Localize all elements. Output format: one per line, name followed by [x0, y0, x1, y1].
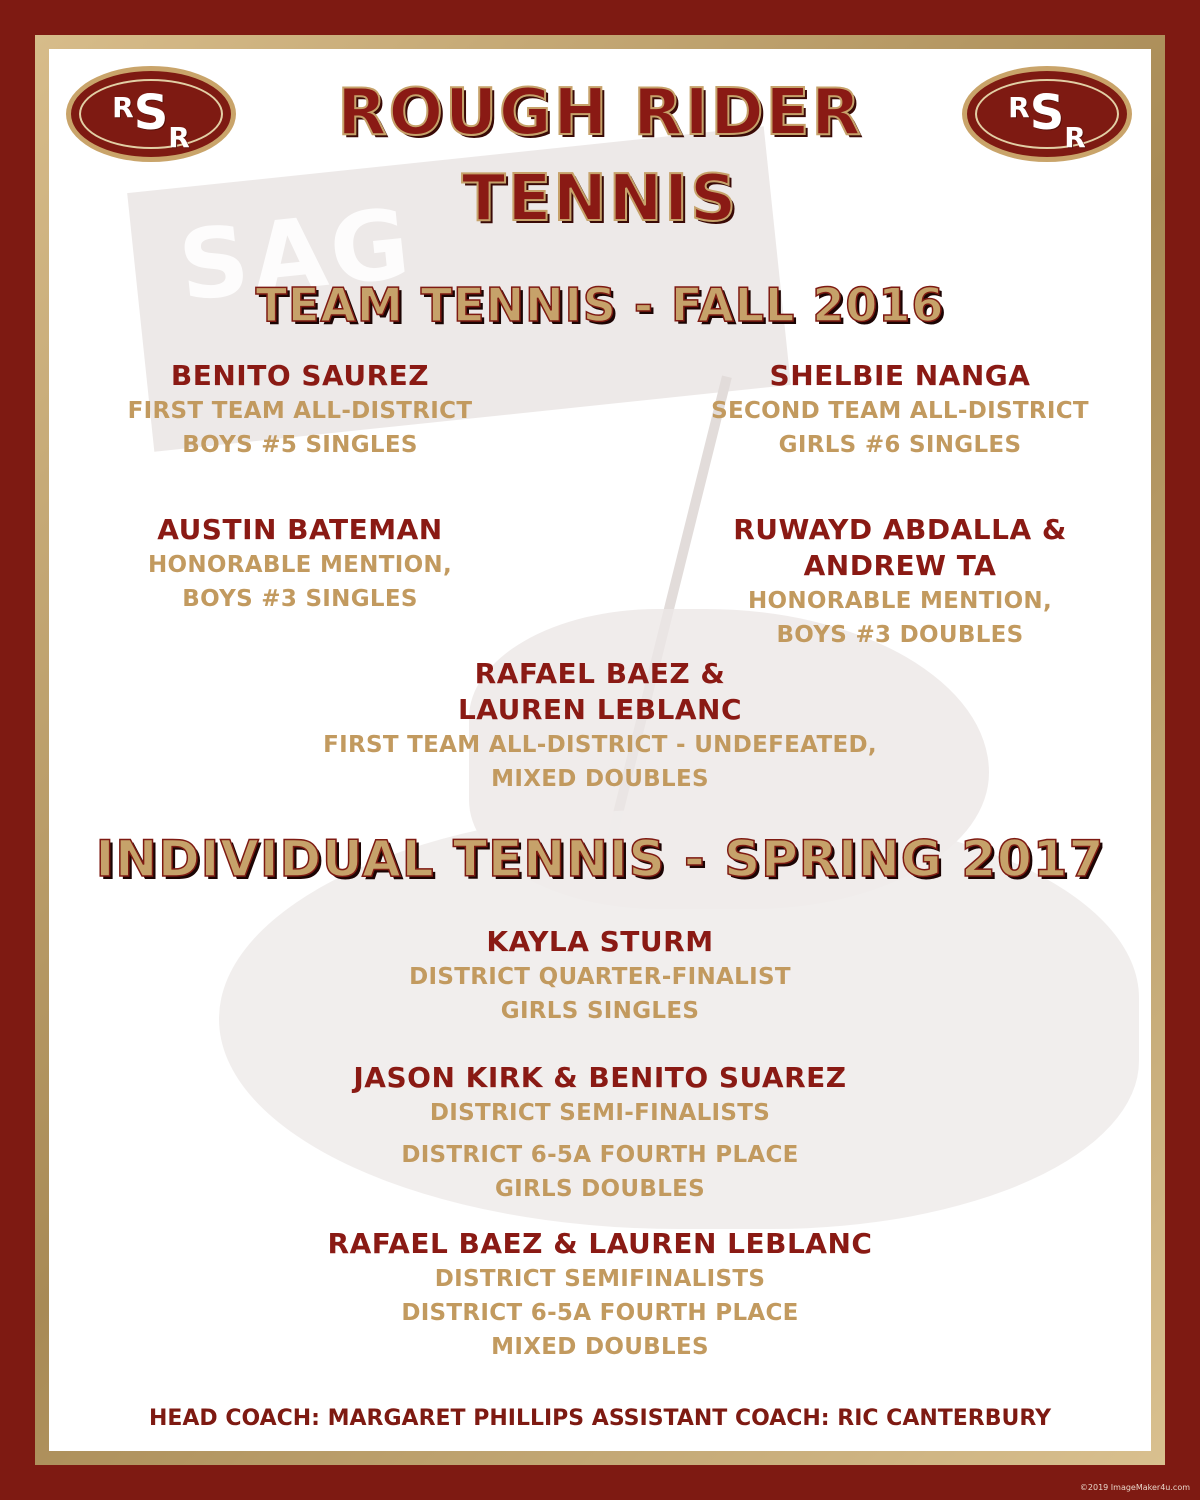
player-name: SHELBIE NANGA: [769, 359, 1031, 392]
coaches-footer: HEAD COACH: MARGARET PHILLIPS ASSISTANT COACH: RIC CANTERBURY: [148, 1406, 1052, 1431]
award-line: SECOND TEAM ALL-DISTRICT: [711, 398, 1089, 424]
player-name: RUWAYD ABDALLA &: [733, 513, 1067, 546]
award-line: FIRST TEAM ALL-DISTRICT - UNDEFEATED,: [323, 732, 877, 758]
player-name: JASON KIRK & BENITO SUAREZ: [353, 1061, 847, 1094]
team-entry-2: [640, 358, 1160, 462]
page-title-line-2: TENNIS: [461, 162, 739, 236]
player-name: KAYLA STURM: [486, 925, 714, 958]
award-line: BOYS #3 DOUBLES: [776, 622, 1024, 648]
award-line: GIRLS #6 SINGLES: [778, 432, 1022, 458]
award-line: DISTRICT 6-5A FOURTH PLACE: [401, 1142, 799, 1168]
team-tennis-heading: TEAM TENNIS - FALL 2016: [255, 278, 945, 332]
award-line: MIXED DOUBLES: [491, 766, 709, 792]
individual-entry-1: [200, 924, 1000, 1028]
player-name: AUSTIN BATEMAN: [157, 513, 443, 546]
team-entry-5: [200, 656, 1000, 796]
award-line: HONORABLE MENTION,: [147, 552, 453, 578]
background-flag-text: SAG: [173, 187, 419, 323]
player-name: BENITO SAUREZ: [170, 359, 430, 392]
award-line: GIRLS SINGLES: [500, 998, 700, 1024]
award-line: BOYS #3 SINGLES: [182, 586, 418, 612]
award-line: MIXED DOUBLES: [491, 1334, 709, 1360]
copyright-notice: ©2019 ImageMaker4u.com: [1079, 1483, 1190, 1492]
award-line: HONORABLE MENTION,: [747, 588, 1053, 614]
page-title-line-1: ROUGH RIDER: [337, 76, 863, 150]
award-line: DISTRICT SEMIFINALISTS: [434, 1266, 766, 1292]
player-name: LAUREN LEBLANC: [457, 693, 743, 726]
player-name: RAFAEL BAEZ &: [474, 657, 726, 690]
individual-entry-3: [200, 1226, 1000, 1364]
team-entry-1: [60, 358, 540, 462]
individual-entry-2: [200, 1060, 1000, 1206]
award-line: BOYS #5 SINGLES: [182, 432, 418, 458]
team-entry-3: [60, 512, 540, 616]
team-entry-4: [640, 512, 1160, 652]
award-line: DISTRICT SEMI-FINALISTS: [429, 1100, 771, 1126]
award-line: DISTRICT 6-5A FOURTH PLACE: [401, 1300, 799, 1326]
award-line: GIRLS DOUBLES: [494, 1176, 706, 1202]
award-line: FIRST TEAM ALL-DISTRICT: [127, 398, 473, 424]
award-line: DISTRICT QUARTER-FINALIST: [409, 964, 791, 990]
player-name: ANDREW TA: [803, 549, 997, 582]
player-name: RAFAEL BAEZ & LAUREN LEBLANC: [327, 1227, 873, 1260]
rsr-logo-right: RSR: [962, 66, 1132, 162]
rsr-logo-left: RSR: [66, 66, 236, 162]
individual-tennis-heading: INDIVIDUAL TENNIS - SPRING 2017: [95, 830, 1105, 888]
